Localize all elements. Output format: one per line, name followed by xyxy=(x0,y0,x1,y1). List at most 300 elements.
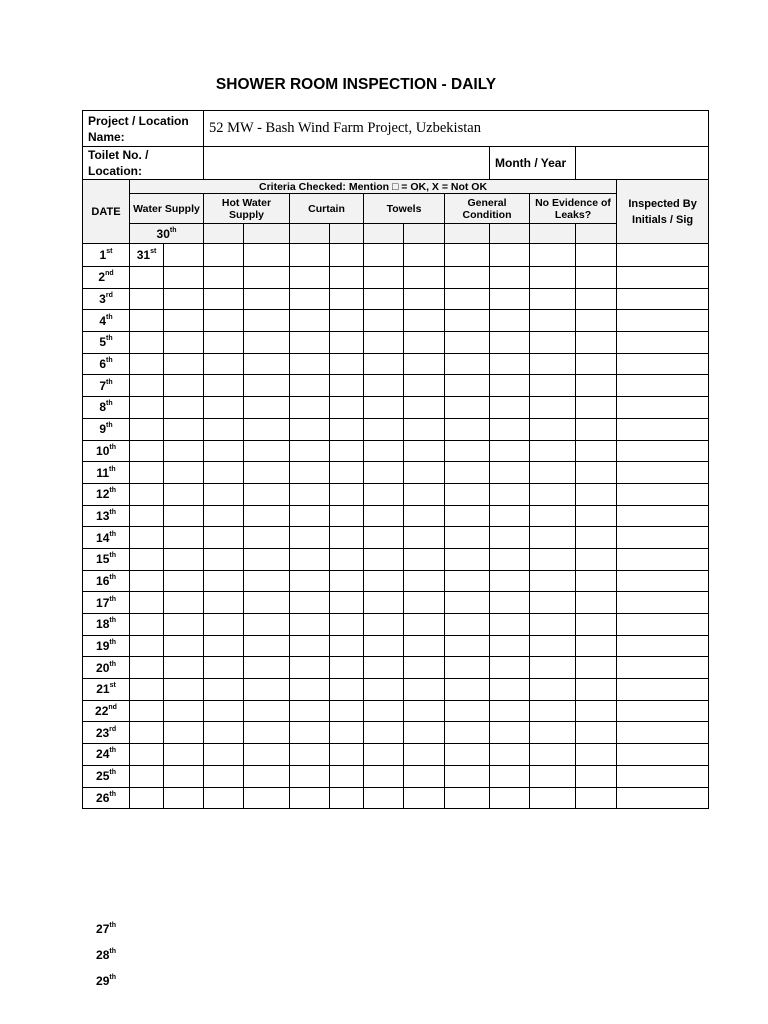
check-cell[interactable] xyxy=(244,635,290,657)
check-cell[interactable] xyxy=(130,765,164,787)
check-cell[interactable] xyxy=(404,375,445,397)
check-cell[interactable] xyxy=(330,462,364,484)
check-cell[interactable] xyxy=(130,397,164,419)
check-cell[interactable] xyxy=(130,744,164,766)
check-cell[interactable] xyxy=(290,744,330,766)
check-cell[interactable] xyxy=(164,353,204,375)
check-cell[interactable] xyxy=(330,332,364,354)
check-cell[interactable] xyxy=(204,679,244,701)
check-cell[interactable] xyxy=(290,592,330,614)
check-cell[interactable] xyxy=(330,267,364,289)
check-cell[interactable] xyxy=(530,527,576,549)
check-cell[interactable] xyxy=(204,744,244,766)
check-cell[interactable] xyxy=(290,332,330,354)
toilet-location-field[interactable] xyxy=(204,147,490,180)
check-cell[interactable] xyxy=(445,765,490,787)
check-cell[interactable] xyxy=(204,224,244,244)
check-cell[interactable] xyxy=(404,332,445,354)
inspector-signature-cell[interactable] xyxy=(617,505,709,527)
check-cell[interactable] xyxy=(530,570,576,592)
check-cell[interactable] xyxy=(330,635,364,657)
check-cell[interactable] xyxy=(364,527,404,549)
check-cell[interactable] xyxy=(244,700,290,722)
check-cell[interactable] xyxy=(364,592,404,614)
check-cell[interactable] xyxy=(290,700,330,722)
check-cell[interactable] xyxy=(290,722,330,744)
check-cell[interactable] xyxy=(244,397,290,419)
check-cell[interactable] xyxy=(445,244,490,267)
inspector-signature-cell[interactable] xyxy=(617,527,709,549)
check-cell[interactable] xyxy=(330,679,364,701)
check-cell[interactable] xyxy=(490,397,530,419)
check-cell[interactable] xyxy=(330,614,364,636)
check-cell[interactable] xyxy=(204,462,244,484)
inspector-signature-cell[interactable] xyxy=(617,267,709,289)
check-cell[interactable] xyxy=(204,288,244,310)
check-cell[interactable] xyxy=(130,440,164,462)
check-cell[interactable] xyxy=(164,332,204,354)
check-cell[interactable] xyxy=(330,744,364,766)
check-cell[interactable] xyxy=(244,288,290,310)
check-cell[interactable] xyxy=(130,614,164,636)
inspector-signature-cell[interactable] xyxy=(617,418,709,440)
check-cell[interactable] xyxy=(530,722,576,744)
check-cell[interactable] xyxy=(445,527,490,549)
check-cell[interactable] xyxy=(364,462,404,484)
check-cell[interactable] xyxy=(364,765,404,787)
check-cell[interactable] xyxy=(445,679,490,701)
check-cell[interactable] xyxy=(164,418,204,440)
inspector-signature-cell[interactable] xyxy=(617,722,709,744)
check-cell[interactable] xyxy=(445,505,490,527)
check-cell[interactable] xyxy=(530,657,576,679)
check-cell[interactable] xyxy=(530,397,576,419)
check-cell[interactable] xyxy=(204,397,244,419)
check-cell[interactable] xyxy=(164,288,204,310)
check-cell[interactable] xyxy=(404,657,445,679)
check-cell[interactable] xyxy=(364,722,404,744)
check-cell[interactable] xyxy=(530,548,576,570)
check-cell[interactable] xyxy=(330,592,364,614)
check-cell[interactable] xyxy=(164,548,204,570)
check-cell[interactable] xyxy=(490,483,530,505)
check-cell[interactable] xyxy=(330,418,364,440)
check-cell[interactable] xyxy=(244,592,290,614)
check-cell[interactable] xyxy=(330,765,364,787)
check-cell[interactable] xyxy=(164,765,204,787)
check-cell[interactable] xyxy=(130,375,164,397)
check-cell[interactable] xyxy=(445,267,490,289)
check-cell[interactable] xyxy=(330,527,364,549)
check-cell[interactable] xyxy=(530,462,576,484)
check-cell[interactable] xyxy=(576,332,617,354)
check-cell[interactable] xyxy=(290,635,330,657)
check-cell[interactable] xyxy=(290,765,330,787)
check-cell[interactable] xyxy=(404,592,445,614)
check-cell[interactable] xyxy=(530,418,576,440)
check-cell[interactable] xyxy=(530,244,576,267)
check-cell[interactable] xyxy=(364,310,404,332)
check-cell[interactable] xyxy=(244,267,290,289)
check-cell[interactable] xyxy=(290,462,330,484)
check-cell[interactable] xyxy=(490,440,530,462)
check-cell[interactable] xyxy=(530,679,576,701)
check-cell[interactable] xyxy=(490,722,530,744)
inspector-signature-cell[interactable] xyxy=(617,657,709,679)
check-cell[interactable] xyxy=(490,548,530,570)
check-cell[interactable] xyxy=(244,224,290,244)
check-cell[interactable] xyxy=(130,288,164,310)
check-cell[interactable] xyxy=(164,527,204,549)
check-cell[interactable] xyxy=(364,375,404,397)
check-cell[interactable] xyxy=(530,765,576,787)
inspector-signature-cell[interactable] xyxy=(617,614,709,636)
check-cell[interactable] xyxy=(490,310,530,332)
check-cell[interactable] xyxy=(364,505,404,527)
check-cell[interactable] xyxy=(204,527,244,549)
inspector-signature-cell[interactable] xyxy=(617,288,709,310)
check-cell[interactable] xyxy=(576,635,617,657)
check-cell[interactable] xyxy=(445,744,490,766)
check-cell[interactable] xyxy=(530,440,576,462)
check-cell[interactable] xyxy=(364,332,404,354)
check-cell[interactable] xyxy=(244,744,290,766)
check-cell[interactable] xyxy=(576,700,617,722)
check-cell[interactable] xyxy=(530,483,576,505)
check-cell[interactable] xyxy=(330,224,364,244)
check-cell[interactable] xyxy=(530,614,576,636)
check-cell[interactable] xyxy=(244,418,290,440)
check-cell[interactable] xyxy=(364,267,404,289)
check-cell[interactable] xyxy=(530,505,576,527)
check-cell[interactable] xyxy=(290,224,330,244)
check-cell[interactable] xyxy=(576,244,617,267)
check-cell[interactable] xyxy=(164,700,204,722)
check-cell[interactable] xyxy=(445,418,490,440)
check-cell[interactable] xyxy=(576,614,617,636)
check-cell[interactable] xyxy=(164,744,204,766)
check-cell[interactable] xyxy=(244,332,290,354)
check-cell[interactable] xyxy=(330,353,364,375)
check-cell[interactable] xyxy=(244,353,290,375)
check-cell[interactable] xyxy=(490,527,530,549)
check-cell[interactable] xyxy=(204,418,244,440)
check-cell[interactable] xyxy=(576,288,617,310)
check-cell[interactable] xyxy=(364,353,404,375)
check-cell[interactable] xyxy=(404,570,445,592)
check-cell[interactable] xyxy=(576,310,617,332)
check-cell[interactable] xyxy=(164,722,204,744)
check-cell[interactable] xyxy=(490,462,530,484)
check-cell[interactable] xyxy=(204,592,244,614)
check-cell[interactable] xyxy=(445,483,490,505)
check-cell[interactable] xyxy=(290,527,330,549)
check-cell[interactable] xyxy=(530,592,576,614)
check-cell[interactable] xyxy=(204,310,244,332)
check-cell[interactable] xyxy=(445,288,490,310)
check-cell[interactable] xyxy=(164,592,204,614)
check-cell[interactable] xyxy=(330,657,364,679)
check-cell[interactable] xyxy=(244,657,290,679)
check-cell[interactable] xyxy=(244,375,290,397)
check-cell[interactable] xyxy=(364,418,404,440)
check-cell[interactable] xyxy=(404,353,445,375)
check-cell[interactable] xyxy=(130,570,164,592)
check-cell[interactable] xyxy=(576,418,617,440)
project-name-field[interactable]: 52 MW - Bash Wind Farm Project, Uzbekistan xyxy=(204,111,709,147)
check-cell[interactable] xyxy=(330,397,364,419)
check-cell[interactable] xyxy=(244,310,290,332)
check-cell[interactable] xyxy=(576,527,617,549)
inspector-signature-cell[interactable] xyxy=(617,744,709,766)
check-cell[interactable] xyxy=(576,505,617,527)
check-cell[interactable] xyxy=(404,722,445,744)
check-cell[interactable] xyxy=(244,570,290,592)
check-cell[interactable] xyxy=(445,353,490,375)
check-cell[interactable] xyxy=(164,657,204,679)
check-cell[interactable] xyxy=(576,224,617,244)
check-cell[interactable] xyxy=(164,570,204,592)
check-cell[interactable] xyxy=(164,679,204,701)
check-cell[interactable] xyxy=(490,418,530,440)
check-cell[interactable] xyxy=(445,592,490,614)
check-cell[interactable] xyxy=(530,635,576,657)
check-cell[interactable] xyxy=(490,765,530,787)
inspector-signature-cell[interactable] xyxy=(617,635,709,657)
check-cell[interactable] xyxy=(164,614,204,636)
check-cell[interactable] xyxy=(530,353,576,375)
check-cell[interactable] xyxy=(290,548,330,570)
check-cell[interactable] xyxy=(576,462,617,484)
check-cell[interactable] xyxy=(130,787,164,809)
check-cell[interactable] xyxy=(244,787,290,809)
check-cell[interactable] xyxy=(445,614,490,636)
check-cell[interactable] xyxy=(244,462,290,484)
check-cell[interactable] xyxy=(404,288,445,310)
check-cell[interactable] xyxy=(204,483,244,505)
check-cell[interactable] xyxy=(330,440,364,462)
check-cell[interactable] xyxy=(530,700,576,722)
check-cell[interactable] xyxy=(445,462,490,484)
check-cell[interactable] xyxy=(330,483,364,505)
check-cell[interactable] xyxy=(576,397,617,419)
check-cell[interactable] xyxy=(445,657,490,679)
check-cell[interactable] xyxy=(204,570,244,592)
check-cell[interactable] xyxy=(576,592,617,614)
check-cell[interactable] xyxy=(290,288,330,310)
check-cell[interactable] xyxy=(130,722,164,744)
check-cell[interactable] xyxy=(445,548,490,570)
check-cell[interactable] xyxy=(490,224,530,244)
check-cell[interactable] xyxy=(490,375,530,397)
check-cell[interactable] xyxy=(404,744,445,766)
check-cell[interactable] xyxy=(130,635,164,657)
check-cell[interactable] xyxy=(204,787,244,809)
check-cell[interactable] xyxy=(290,787,330,809)
check-cell[interactable] xyxy=(364,548,404,570)
inspector-signature-cell[interactable] xyxy=(617,483,709,505)
check-cell[interactable] xyxy=(404,418,445,440)
check-cell[interactable] xyxy=(445,397,490,419)
check-cell[interactable] xyxy=(530,375,576,397)
check-cell[interactable] xyxy=(164,310,204,332)
check-cell[interactable] xyxy=(576,483,617,505)
check-cell[interactable] xyxy=(490,570,530,592)
check-cell[interactable] xyxy=(204,244,244,267)
check-cell[interactable] xyxy=(364,635,404,657)
check-cell[interactable] xyxy=(445,787,490,809)
check-cell[interactable] xyxy=(244,679,290,701)
check-cell[interactable] xyxy=(364,700,404,722)
inspector-signature-cell[interactable] xyxy=(617,310,709,332)
check-cell[interactable] xyxy=(330,244,364,267)
check-cell[interactable] xyxy=(364,440,404,462)
inspector-signature-cell[interactable] xyxy=(617,592,709,614)
check-cell[interactable] xyxy=(130,267,164,289)
check-cell[interactable] xyxy=(490,353,530,375)
check-cell[interactable] xyxy=(130,332,164,354)
check-cell[interactable] xyxy=(290,505,330,527)
check-cell[interactable] xyxy=(164,505,204,527)
check-cell[interactable] xyxy=(404,787,445,809)
check-cell[interactable] xyxy=(530,288,576,310)
check-cell[interactable] xyxy=(290,483,330,505)
check-cell[interactable] xyxy=(290,657,330,679)
check-cell[interactable] xyxy=(244,440,290,462)
check-cell[interactable] xyxy=(445,700,490,722)
check-cell[interactable] xyxy=(490,288,530,310)
check-cell[interactable] xyxy=(530,744,576,766)
check-cell[interactable] xyxy=(164,397,204,419)
check-cell[interactable] xyxy=(204,353,244,375)
inspector-signature-cell[interactable] xyxy=(617,375,709,397)
check-cell[interactable] xyxy=(204,657,244,679)
check-cell[interactable] xyxy=(490,244,530,267)
check-cell[interactable] xyxy=(445,332,490,354)
check-cell[interactable] xyxy=(445,375,490,397)
check-cell[interactable] xyxy=(576,267,617,289)
check-cell[interactable] xyxy=(364,570,404,592)
check-cell[interactable] xyxy=(490,267,530,289)
check-cell[interactable] xyxy=(204,375,244,397)
check-cell[interactable] xyxy=(404,614,445,636)
check-cell[interactable] xyxy=(290,418,330,440)
check-cell[interactable] xyxy=(290,397,330,419)
inspector-signature-cell[interactable] xyxy=(617,679,709,701)
check-cell[interactable] xyxy=(530,332,576,354)
check-cell[interactable] xyxy=(530,224,576,244)
check-cell[interactable] xyxy=(290,267,330,289)
check-cell[interactable] xyxy=(364,397,404,419)
check-cell[interactable] xyxy=(576,353,617,375)
check-cell[interactable] xyxy=(576,765,617,787)
check-cell[interactable] xyxy=(164,462,204,484)
check-cell[interactable] xyxy=(130,592,164,614)
check-cell[interactable] xyxy=(164,244,204,267)
check-cell[interactable] xyxy=(576,679,617,701)
check-cell[interactable] xyxy=(364,679,404,701)
check-cell[interactable] xyxy=(164,635,204,657)
check-cell[interactable] xyxy=(204,765,244,787)
check-cell[interactable] xyxy=(130,700,164,722)
check-cell[interactable] xyxy=(445,440,490,462)
check-cell[interactable] xyxy=(290,375,330,397)
check-cell[interactable] xyxy=(490,744,530,766)
inspector-signature-cell[interactable] xyxy=(617,700,709,722)
check-cell[interactable] xyxy=(404,679,445,701)
check-cell[interactable] xyxy=(364,224,404,244)
check-cell[interactable] xyxy=(576,570,617,592)
check-cell[interactable] xyxy=(164,375,204,397)
check-cell[interactable] xyxy=(576,548,617,570)
check-cell[interactable] xyxy=(204,700,244,722)
check-cell[interactable] xyxy=(204,440,244,462)
check-cell[interactable] xyxy=(204,722,244,744)
inspector-signature-cell[interactable] xyxy=(617,462,709,484)
check-cell[interactable] xyxy=(244,244,290,267)
check-cell[interactable] xyxy=(445,310,490,332)
check-cell[interactable] xyxy=(445,224,490,244)
check-cell[interactable] xyxy=(490,679,530,701)
check-cell[interactable] xyxy=(490,635,530,657)
check-cell[interactable] xyxy=(130,657,164,679)
check-cell[interactable] xyxy=(330,288,364,310)
inspector-signature-cell[interactable] xyxy=(617,244,709,267)
check-cell[interactable] xyxy=(490,787,530,809)
check-cell[interactable] xyxy=(445,635,490,657)
check-cell[interactable] xyxy=(244,765,290,787)
check-cell[interactable] xyxy=(290,570,330,592)
check-cell[interactable] xyxy=(364,744,404,766)
check-cell[interactable] xyxy=(290,679,330,701)
check-cell[interactable] xyxy=(204,332,244,354)
check-cell[interactable] xyxy=(490,700,530,722)
check-cell[interactable] xyxy=(130,505,164,527)
check-cell[interactable] xyxy=(530,310,576,332)
check-cell[interactable] xyxy=(576,722,617,744)
check-cell[interactable] xyxy=(204,267,244,289)
inspector-signature-cell[interactable] xyxy=(617,765,709,787)
check-cell[interactable] xyxy=(404,635,445,657)
check-cell[interactable] xyxy=(404,527,445,549)
check-cell[interactable] xyxy=(204,614,244,636)
check-cell[interactable] xyxy=(364,288,404,310)
check-cell[interactable] xyxy=(576,440,617,462)
check-cell[interactable] xyxy=(244,505,290,527)
check-cell[interactable] xyxy=(404,440,445,462)
check-cell[interactable] xyxy=(244,722,290,744)
check-cell[interactable] xyxy=(244,483,290,505)
check-cell[interactable] xyxy=(490,614,530,636)
check-cell[interactable] xyxy=(490,332,530,354)
check-cell[interactable] xyxy=(404,224,445,244)
check-cell[interactable] xyxy=(290,614,330,636)
check-cell[interactable] xyxy=(364,614,404,636)
check-cell[interactable] xyxy=(130,527,164,549)
check-cell[interactable] xyxy=(330,570,364,592)
check-cell[interactable] xyxy=(330,722,364,744)
check-cell[interactable] xyxy=(130,418,164,440)
check-cell[interactable] xyxy=(204,635,244,657)
check-cell[interactable] xyxy=(330,310,364,332)
check-cell[interactable] xyxy=(130,483,164,505)
check-cell[interactable] xyxy=(576,657,617,679)
check-cell[interactable] xyxy=(330,548,364,570)
check-cell[interactable] xyxy=(330,700,364,722)
check-cell[interactable] xyxy=(130,462,164,484)
check-cell[interactable] xyxy=(404,310,445,332)
check-cell[interactable] xyxy=(330,375,364,397)
